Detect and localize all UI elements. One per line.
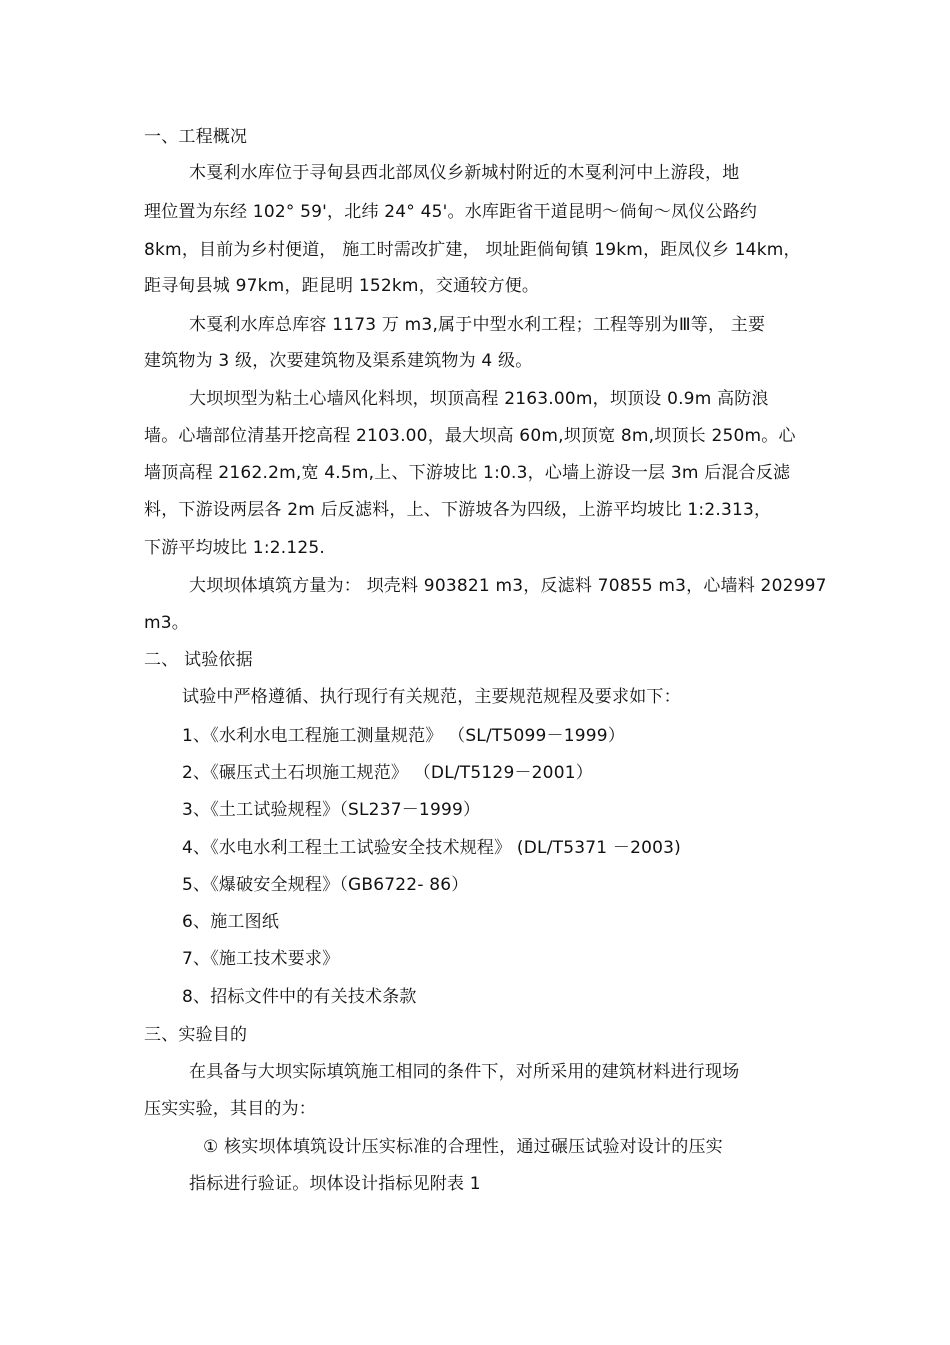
s1-p4-line-2: m3。: [144, 613, 189, 633]
s1-p1-line-3: 8km，目前为乡村便道， 施工时需改扩建， 坝址距倘甸镇 19km，距凤仪乡 14km，: [144, 240, 801, 260]
s1-p3-line-5: 下游平均坡比 1:2.125.: [144, 538, 326, 558]
section-2-heading: 二、 试验依据: [144, 650, 253, 670]
s2-list-item-8: 8、招标文件中的有关技术条款: [182, 987, 417, 1007]
s3-p2-line-2: 指标进行验证。坝体设计指标见附表 1: [189, 1174, 481, 1194]
s1-p3-line-2: 墙。心墙部位清基开挖高程 2103.00，最大坝高 60m,坝顶宽 8m,坝顶长 250m。心: [144, 426, 796, 446]
s1-p2-line-1: 木戛利水库总库容 1173 万 m3,属于中型水利工程；工程等别为Ⅲ等， 主要: [189, 315, 766, 335]
s2-list-item-3: 3、《土工试验规程》（SL237－1999）: [182, 800, 481, 820]
s1-p4-line-1: 大坝坝体填筑方量为： 坝壳料 903821 m3，反滤料 70855 m3，心墙料 202997: [189, 576, 827, 596]
s2-intro: 试验中严格遵循、执行现行有关规范，主要规范规程及要求如下：: [182, 687, 681, 707]
s2-list-item-4: 4、《水电水利工程土工试验安全技术规程》 (DL/T5371 －2003): [182, 838, 681, 858]
s2-list-item-5: 5、《爆破安全规程》（GB6722- 86）: [182, 875, 469, 895]
s1-p1-line-1: 木戛利水库位于寻甸县西北部凤仪乡新城村附近的木戛利河中上游段，地: [189, 163, 740, 183]
s1-p1-line-4: 距寻甸县城 97km，距昆明 152km，交通较方便。: [144, 276, 540, 296]
section-1-heading: 一、工程概况: [144, 127, 248, 147]
s2-list-item-1: 1、《水利水电工程施工测量规范》 （SL/T5099－1999）: [182, 726, 626, 746]
s2-list-item-6: 6、施工图纸: [182, 912, 280, 932]
s1-p3-line-3: 墙顶高程 2162.2m,宽 4.5m,上、下游坡比 1:0.3，心墙上游设一层 3m 后混合反滤: [144, 463, 791, 483]
section-3-heading: 三、实验目的: [144, 1025, 248, 1045]
s1-p3-line-1: 大坝坝型为粘土心墙风化料坝，坝顶高程 2163.00m，坝顶设 0.9m 高防浪: [189, 389, 769, 409]
s2-list-item-2: 2、《碾压式土石坝施工规范》 （DL/T5129－2001）: [182, 763, 593, 783]
s3-p2-line-1: ① 核实坝体填筑设计压实标准的合理性，通过碾压试验对设计的压实: [203, 1137, 723, 1157]
s2-list-item-7: 7、《施工技术要求》: [182, 949, 340, 969]
s1-p1-line-2: 理位置为东经 102° 59'，北纬 24° 45'。水库距省干道昆明～倘甸～凤仪公路约: [144, 202, 758, 222]
s3-p1-line-1: 在具备与大坝实际填筑施工相同的条件下，对所采用的建筑材料进行现场: [189, 1062, 740, 1082]
s3-p1-line-2: 压实实验，其目的为：: [144, 1099, 316, 1119]
s1-p3-line-4: 料，下游设两层各 2m 后反滤料，上、下游坡各为四级，上游平均坡比 1:2.313，: [144, 500, 772, 520]
s1-p2-line-2: 建筑物为 3 级，次要建筑物及渠系建筑物为 4 级。: [144, 351, 533, 371]
